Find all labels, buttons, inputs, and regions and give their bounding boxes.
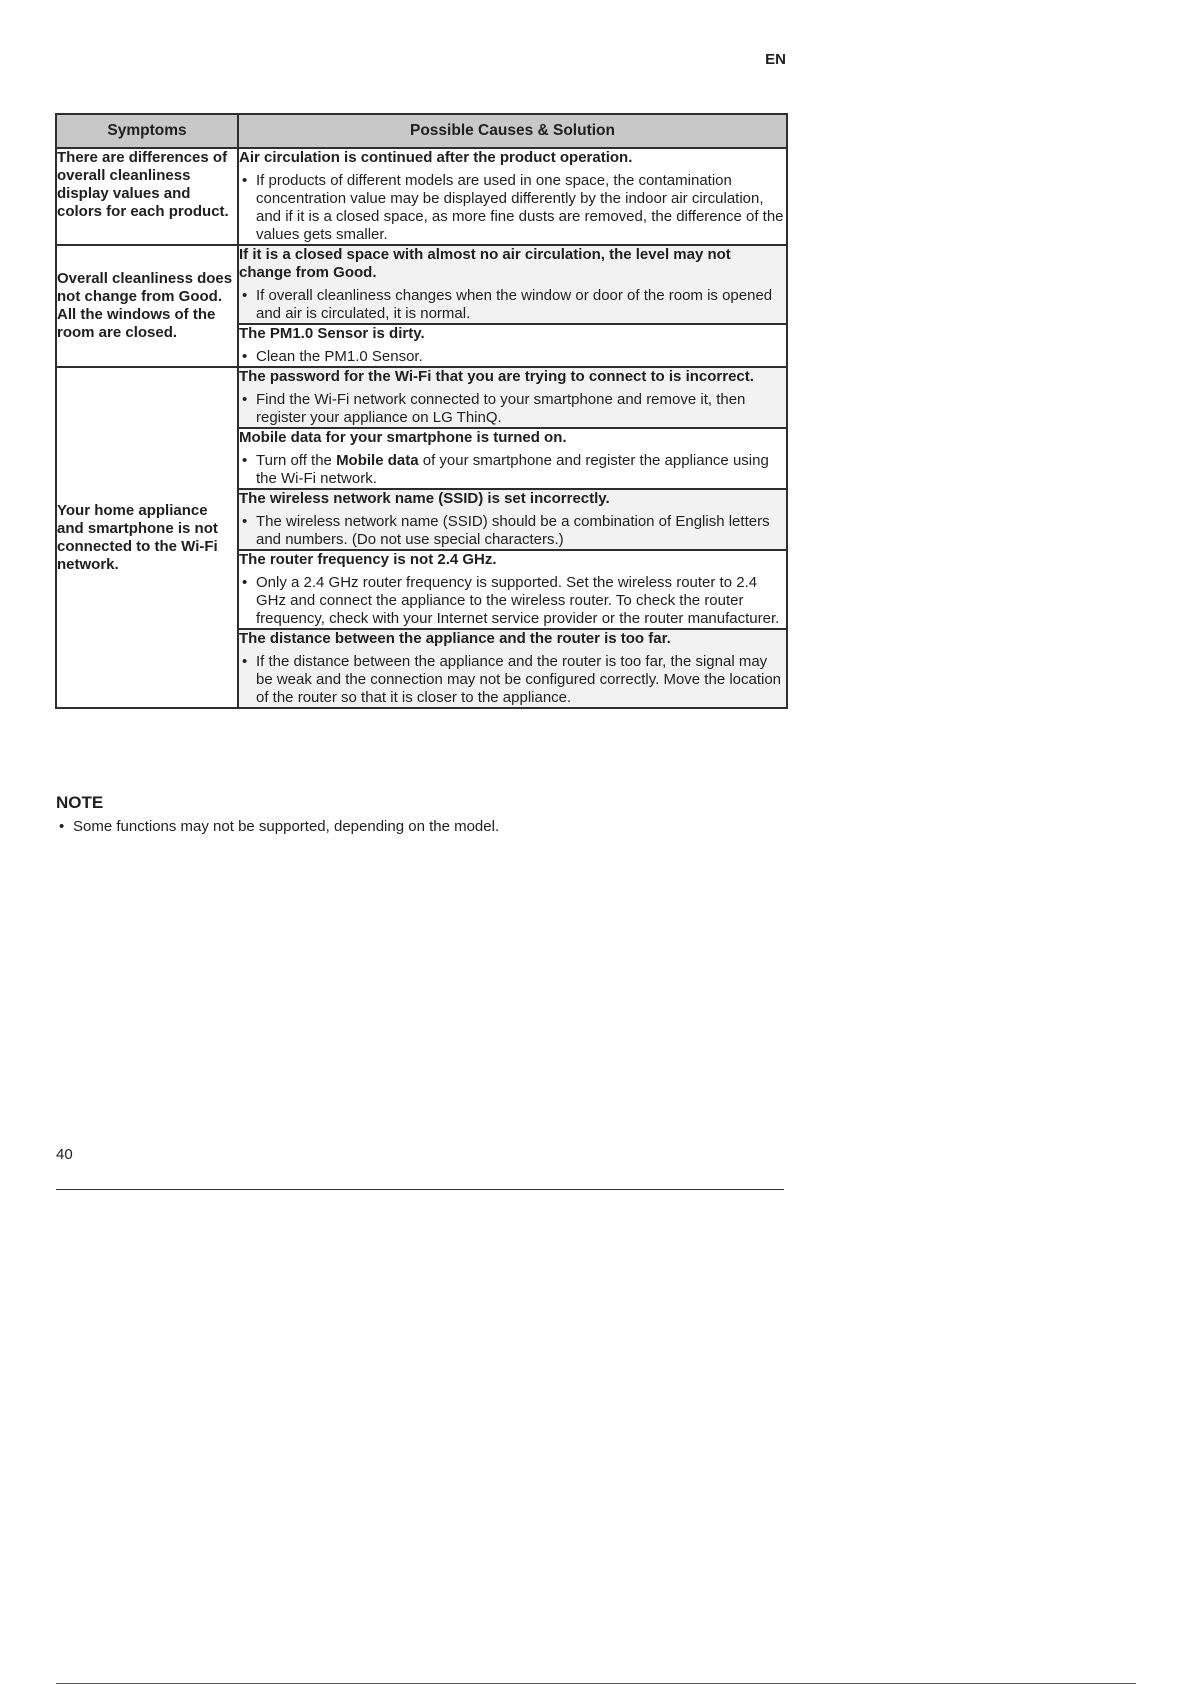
cause-heading: Mobile data for your smartphone is turned on. — [239, 429, 567, 446]
symptom-text: There are differences of overall cleanliness display values and colors for each product. — [57, 149, 229, 220]
note-item — [56, 818, 499, 835]
symptom-text: Your home appliance and smartphone is not connected to the Wi-Fi network. — [57, 501, 218, 573]
mobile-data-term: Mobile data — [336, 452, 419, 469]
note-title: NOTE — [56, 793, 104, 812]
bullet-icon: • — [242, 391, 248, 408]
bullet-icon: • — [242, 653, 248, 670]
symptoms-header: Symptoms — [56, 114, 238, 148]
cause-heading: The distance between the appliance and the router is too far. — [239, 630, 671, 647]
cause-cell — [238, 245, 787, 324]
table-header-row — [56, 114, 787, 148]
bullet-icon: • — [242, 348, 248, 365]
solution-item — [239, 287, 786, 323]
bullet-icon: • — [242, 452, 248, 469]
cause-cell — [238, 489, 787, 550]
cause-cell — [238, 428, 787, 489]
symptom-cell — [56, 245, 238, 367]
cause-heading: The router frequency is not 2.4 GHz. — [239, 551, 497, 568]
solution-text-post: of your smartphone and register the appliance using the Wi-Fi network. — [256, 452, 769, 487]
cause-cell — [238, 324, 787, 367]
bullet-icon: • — [242, 172, 248, 189]
cause-cell — [238, 550, 787, 629]
bullet-icon: • — [59, 818, 65, 835]
solution-text: Only a 2.4 GHz router frequency is supported. Set the wireless router to 2.4 GHz and connect the appliance to the wireless router. To check the router frequency, check with your Internet service provider or the router manufacturer. — [256, 574, 780, 627]
solution-text: The wireless network name (SSID) should be a combination of English letters and numbers. (Do not use special characters.) — [256, 513, 770, 548]
cause-cell — [238, 148, 787, 245]
bullet-icon: • — [242, 287, 248, 304]
divider — [56, 1189, 784, 1190]
solution-item — [239, 452, 786, 488]
solution-text: If overall cleanliness changes when the window or door of the room is opened and air is circulated, it is normal. — [256, 287, 773, 322]
solution-text: If products of different models are used in one space, the contamination concentration value may be displayed differently by the indoor air circulation, and if it is a closed space, as more fine dusts are removed, the difference of the values gets smaller. — [256, 172, 784, 243]
cause-heading: The PM1.0 Sensor is dirty. — [239, 325, 425, 342]
language-label: EN — [765, 51, 786, 68]
solution-item — [239, 172, 786, 244]
cause-heading: Air circulation is continued after the product operation. — [239, 149, 633, 166]
solution-text-pre: Turn off the — [256, 452, 332, 469]
bullet-icon: • — [242, 513, 248, 530]
cause-cell — [238, 629, 787, 708]
symptom-text: Overall cleanliness does not change from Good. All the windows of the room are closed. — [57, 270, 233, 341]
troubleshooting-table — [55, 113, 788, 709]
note-text: Some functions may not be supported, depending on the model. — [73, 818, 500, 835]
table-row — [56, 245, 787, 324]
bullet-icon: • — [242, 574, 248, 591]
solution-item — [239, 348, 786, 366]
solution-text: Clean the PM1.0 Sensor. — [256, 348, 423, 365]
table-row — [56, 148, 787, 245]
solution-item — [239, 391, 786, 427]
cause-heading: If it is a closed space with almost no air circulation, the level may not change from Good. — [239, 246, 731, 281]
solution-item — [239, 513, 786, 549]
solution-item — [239, 574, 786, 628]
causes-header: Possible Causes & Solution — [238, 114, 787, 148]
symptom-cell — [56, 367, 238, 708]
solution-item — [239, 653, 786, 707]
solution-text: If the distance between the appliance and the router is too far, the signal may be weak and the connection may not be configured correctly. Move the location of the router so that it is closer to the appliance. — [256, 653, 782, 706]
cause-cell — [238, 367, 787, 428]
solution-text: Find the Wi-Fi network connected to your smartphone and remove it, then register your appliance on LG ThinQ. — [256, 391, 746, 426]
table-row — [56, 367, 787, 428]
cause-heading: The password for the Wi-Fi that you are trying to connect to is incorrect. — [239, 368, 754, 385]
cause-heading: The wireless network name (SSID) is set incorrectly. — [239, 490, 610, 507]
symptom-cell — [56, 148, 238, 245]
page-number: 40 — [56, 1146, 73, 1163]
